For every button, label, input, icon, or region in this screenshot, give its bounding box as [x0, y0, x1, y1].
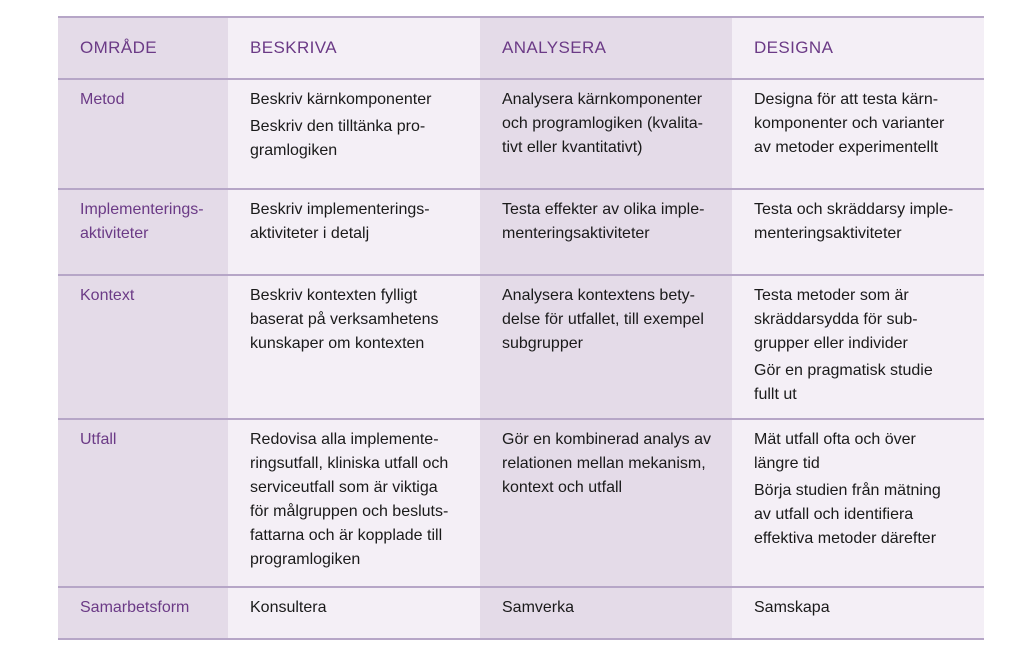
- row-label-line: Metod: [80, 91, 125, 108]
- row-label-line: Implementerings-: [80, 201, 204, 218]
- cell-text-line: delse för utfallet, till exempel: [502, 311, 704, 328]
- cell-text-line: kunskaper om kontexten: [250, 335, 425, 352]
- cell-beskriva: [228, 588, 480, 638]
- row-label: [58, 588, 228, 638]
- row-label-line: Utfall: [80, 431, 117, 448]
- cell-text-line: Börja studien från mätning: [754, 482, 941, 499]
- cell-text-line: Analysera kontextens bety-: [502, 287, 695, 304]
- cell-text-line: Beskriv implementerings-: [250, 201, 430, 218]
- cell-text-line: baserat på verksamhetens: [250, 311, 439, 328]
- cell-designa: [732, 588, 984, 638]
- cell-designa: [732, 190, 984, 276]
- cell-paragraph: [754, 479, 972, 551]
- cell-text-line: ringsutfall, kliniska utfall och: [250, 455, 449, 472]
- cell-text-line: av metoder experimentellt: [754, 139, 939, 156]
- cell-text-line: serviceutfall som är viktiga: [250, 479, 438, 496]
- header-designa: DESIGNA: [732, 18, 984, 80]
- cell-text-line: Samskapa: [754, 599, 830, 616]
- cell-text-line: av utfall och identifiera: [754, 506, 914, 523]
- cell-text-line: grupper eller individer: [754, 335, 908, 352]
- cell-paragraph: [754, 359, 972, 407]
- cell-text-line: Beskriv kärnkomponenter: [250, 91, 432, 108]
- row-label-line: Kontext: [80, 287, 135, 304]
- cell-paragraph: [754, 428, 972, 476]
- cell-paragraph: [502, 198, 720, 246]
- cell-text-line: Samverka: [502, 599, 575, 616]
- cell-analysera: [480, 420, 732, 588]
- cell-beskriva: [228, 80, 480, 190]
- cell-text-line: Testa metoder som är: [754, 287, 909, 304]
- cell-paragraph: [250, 284, 468, 356]
- cell-designa: [732, 276, 984, 420]
- cell-text-line: menteringsaktiviteter: [754, 225, 902, 242]
- cell-text-line: Gör en pragmatisk studie: [754, 362, 933, 379]
- cell-text-line: relationen mellan mekanism,: [502, 455, 706, 472]
- cell-paragraph: [250, 88, 468, 112]
- cell-designa: [732, 80, 984, 190]
- cell-text-line: Designa för att testa kärn-: [754, 91, 939, 108]
- header-omrade: OMRÅDE: [58, 18, 228, 80]
- row-label: [58, 276, 228, 420]
- framework-table: [58, 16, 984, 640]
- cell-designa: [732, 420, 984, 588]
- cell-text-line: Testa och skräddarsy imple-: [754, 201, 954, 218]
- cell-text-line: kontext och utfall: [502, 479, 623, 496]
- cell-paragraph: [754, 284, 972, 356]
- row-label-line: Samarbetsform: [80, 599, 190, 616]
- cell-text-line: Redovisa alla implemente-: [250, 431, 439, 448]
- cell-text-line: programlogiken: [250, 551, 361, 568]
- cell-analysera: [480, 588, 732, 638]
- cell-beskriva: [228, 190, 480, 276]
- cell-text-line: tivt eller kvantitativt): [502, 139, 643, 156]
- cell-beskriva: [228, 276, 480, 420]
- header-analysera: ANALYSERA: [480, 18, 732, 80]
- cell-analysera: [480, 276, 732, 420]
- cell-text-line: Analysera kärnkomponenter: [502, 91, 703, 108]
- row-label-line: aktiviteter: [80, 225, 149, 242]
- cell-text-line: fullt ut: [754, 386, 797, 403]
- cell-text-line: Mät utfall ofta och över: [754, 431, 916, 448]
- cell-analysera: [480, 190, 732, 276]
- cell-text-line: menteringsaktiviteter: [502, 225, 650, 242]
- cell-text-line: skräddarsydda för sub-: [754, 311, 918, 328]
- cell-paragraph: [250, 596, 468, 620]
- cell-paragraph: [250, 115, 468, 163]
- cell-paragraph: [250, 198, 468, 246]
- header-beskriva: BESKRIVA: [228, 18, 480, 80]
- cell-text-line: effektiva metoder därefter: [754, 530, 937, 547]
- cell-paragraph: [250, 428, 468, 572]
- cell-text-line: fattarna och är kopplade till: [250, 527, 443, 544]
- cell-text-line: Gör en kombinerad analys av: [502, 431, 711, 448]
- cell-paragraph: [502, 284, 720, 356]
- cell-paragraph: [754, 198, 972, 246]
- cell-paragraph: [502, 596, 720, 620]
- cell-text-line: subgrupper: [502, 335, 583, 352]
- row-label: [58, 420, 228, 588]
- cell-paragraph: [754, 596, 972, 620]
- cell-text-line: och programlogiken (kvalita-: [502, 115, 703, 132]
- cell-paragraph: [754, 88, 972, 160]
- cell-text-line: Beskriv den tilltänka pro-: [250, 118, 426, 135]
- cell-analysera: [480, 80, 732, 190]
- cell-text-line: Beskriv kontexten fylligt: [250, 287, 418, 304]
- cell-text-line: gramlogiken: [250, 142, 338, 159]
- cell-beskriva: [228, 420, 480, 588]
- cell-text-line: för målgruppen och besluts-: [250, 503, 449, 520]
- cell-text-line: aktiviteter i detalj: [250, 225, 370, 242]
- cell-text-line: Konsultera: [250, 599, 327, 616]
- row-label: [58, 190, 228, 276]
- cell-text-line: komponenter och varianter: [754, 115, 945, 132]
- row-label: [58, 80, 228, 190]
- cell-text-line: Testa effekter av olika imple-: [502, 201, 705, 218]
- cell-text-line: längre tid: [754, 455, 820, 472]
- cell-paragraph: [502, 88, 720, 160]
- cell-paragraph: [502, 428, 720, 500]
